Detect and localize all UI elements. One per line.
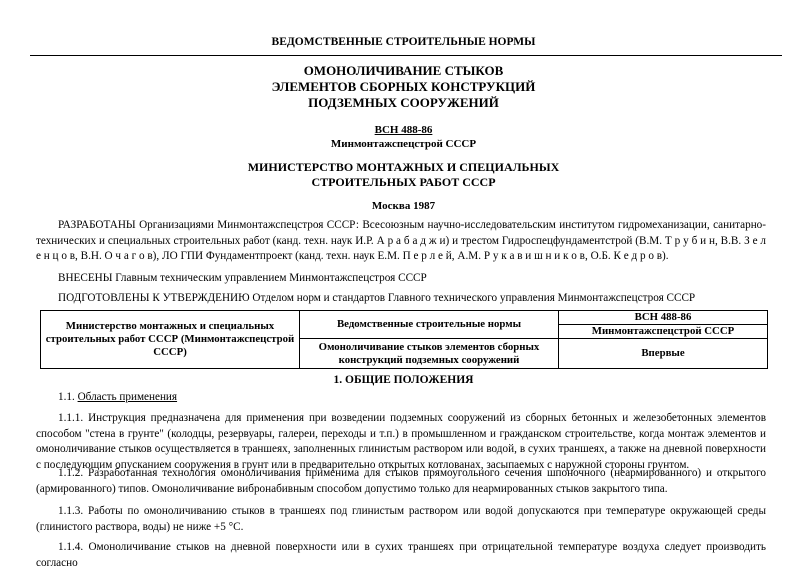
header-rule (30, 55, 782, 56)
table-code-cell: ВСН 488-86 (559, 311, 768, 325)
requisites-table (40, 310, 768, 369)
clause-1-1-4: 1.1.4. Омоноличивание стыков на дневной поверхности или в сухих траншеях при отрицательной температуре воздуха следует производить согласно (36, 541, 766, 569)
clause-1-1-3: 1.1.3. Работы по омоноличиванию стыков в траншеях под глинистым раствором или водой допускаются при температуре окружающей среды (глинистого раствора, воды) не ниже +5 °С. (36, 505, 766, 533)
subsection-heading: 1.1. Область применения (58, 391, 178, 403)
table-norms-cell: Ведомственные строительные нормы (300, 311, 559, 339)
table-title-cell: Омоноличивание стыков элементов сборных конструкций подземных сооружений (300, 339, 559, 369)
ministry-line-1: МИНИСТЕРСТВО МОНТАЖНЫХ И СПЕЦИАЛЬНЫХ (247, 160, 560, 174)
table-status-cell: Впервые (559, 339, 768, 369)
ministry-full (0, 160, 807, 190)
series-title: ВЕДОМСТВЕННЫЕ СТРОИТЕЛЬНЫЕ НОРМЫ (271, 36, 536, 48)
doc-title (0, 63, 807, 111)
introduced-paragraph: ВНЕСЕНЫ Главным техническим управлением Минмонтажспецстроя СССР (58, 272, 427, 284)
clause-1-1-2: 1.1.2. Разработанная технология омоноличивания применима для стыков прямоугольного сечения шпоночного (неармированного) и открытого (армированного) типов. Омоноличивание вибронабивным способом допустимо только для неармированных стыков закрытого типа. (36, 467, 766, 495)
title-line-2: ЭЛЕМЕНТОВ СБОРНЫХ КОНСТРУКЦИЙ (271, 79, 536, 94)
title-line-3: ПОДЗЕМНЫХ СООРУЖЕНИЙ (308, 95, 499, 110)
developed-paragraph: РАЗРАБОТАНЫ Организациями Минмонтажспецстроя СССР: Всесоюзным научно-исследовательским институтом гидромеханизации, санитарно-технических и специальных строительных работ (канд. техн. наук И.Р. А р а б а д ж и) и трестом Гидроспецфундаментстрой (В.М. Т р у б и н, В.В. З е л е н ц о в, В.Н. О ч а г о в), ЛО ГПИ Фундаментпроект (канд. техн. наук Е.М. П е р л е й, А.М. Р у к а в и ш н и к о в, О.Б. К е д р о в). (36, 219, 767, 262)
table-ministry-short-cell: Минмонтажспецстрой СССР (559, 325, 768, 339)
title-line-1: ОМОНОЛИЧИВАНИЕ СТЫКОВ (303, 63, 504, 78)
table-ministry-cell: Министерство монтажных и специальных строительных работ СССР (Минмонтажспецстрой СССР) (41, 311, 300, 369)
section-title: 1. ОБЩИЕ ПОЛОЖЕНИЯ (333, 374, 474, 386)
prepared-paragraph: ПОДГОТОВЛЕНЫ К УТВЕРЖДЕНИЮ Отделом норм и стандартов Главного технического управления Минмонтажспецстроя СССР (58, 292, 696, 304)
city-year: Москва 1987 (371, 200, 436, 212)
clause-1-1-1: 1.1.1. Инструкция предназначена для применения при возведении подземных сооружений из сборных бетонных и железобетонных элементов способом "стена в грунте" (колодцы, резервуары, галереи, переходы и т.п.) в промышленном и гражданском строительстве, когда монтаж элементов и омоноличивание стыков осуществляется в траншеях, заполненных глинистым раствором или водой, в сухих траншеях, а также на дневной поверхности с последующим опусканием сооружения в грунт или в предварительно открытых котлованах, засыпаемых с наружной стороны грунтом. (36, 412, 766, 471)
subsection-title: Область применения (77, 391, 178, 403)
doc-code: ВСН 488-86 (374, 124, 433, 136)
ministry-short: Минмонтажспецстрой СССР (330, 138, 477, 150)
ministry-line-2: СТРОИТЕЛЬНЫХ РАБОТ СССР (311, 175, 496, 189)
